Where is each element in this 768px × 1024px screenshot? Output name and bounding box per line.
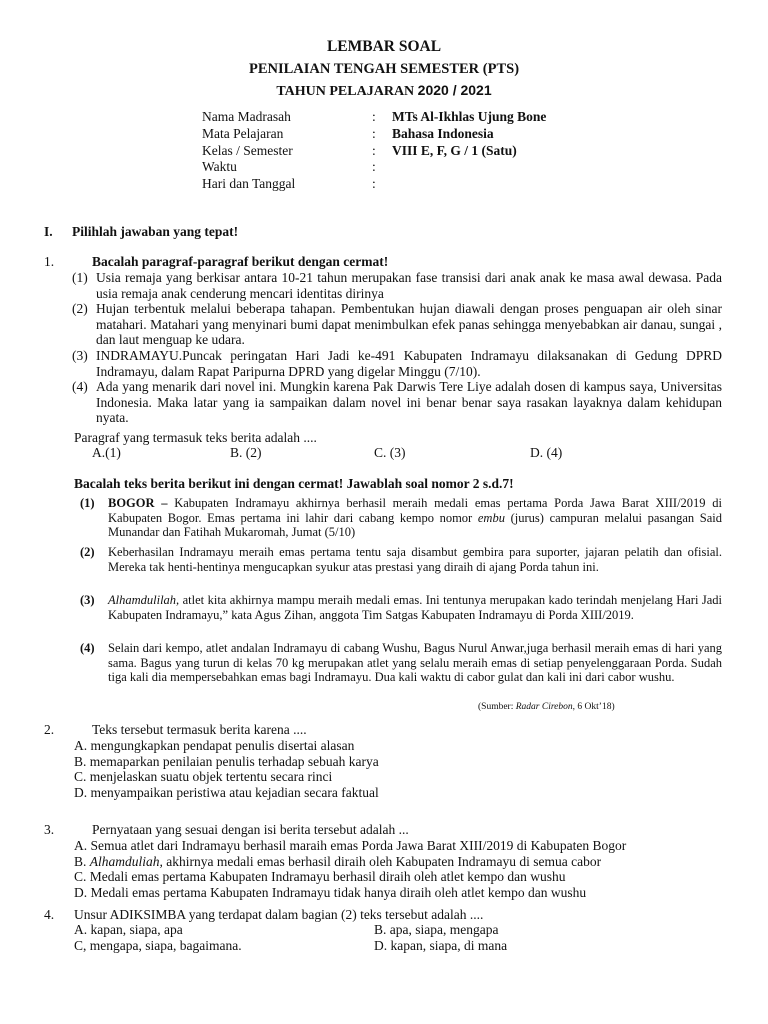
option-d[interactable]: D. (4) [530, 445, 563, 460]
news-source: (Sumber: Radar Cirebon, 6 Okt’18) [478, 702, 615, 712]
academic-year-label: TAHUN PELAJARAN [276, 84, 415, 99]
option-b[interactable]: B. apa, siapa, mengapa [374, 922, 499, 937]
identity-row: Nama Madrasah : MTs Al-Ikhlas Ujung Bone [202, 109, 547, 124]
q3-question: Pernyataan yang sesuai dengan isi berita tersebut adalah ... [92, 822, 409, 837]
q1-paragraph: (3) INDRAMAYU.Puncak peringatan Hari Jadi ke-491 Kabupaten Indramayu dilaksanakan di Gedung DPRD Indramayu, dalam Rapat Paripurna DPRD yang digelar Minggu (7/10). [72, 348, 722, 379]
q2-question: Teks tersebut termasuk berita karena .... [92, 722, 307, 737]
academic-year-value: 2020 / 2021 [417, 82, 492, 98]
identity-row: Mata Pelajaran : Bahasa Indonesia [202, 125, 494, 141]
identity-row: Waktu : [202, 159, 376, 175]
q4-question: Unsur ADIKSIMBA yang terdapat dalam bagian (2) teks tersebut adalah .... [74, 907, 484, 922]
option-b[interactable]: B. (2) [230, 445, 262, 460]
option-b[interactable]: B. memaparkan penilaian penulis terhadap sebuah karya [74, 753, 379, 769]
news-paragraph: (1) BOGOR – Kabupaten Indramayu akhirnya berhasil meraih medali emas pertama Porda Jawa Barat XIII/2019 di Kabupaten Bogor. Emas pertama ini lahir dari cabang kempo nomor embu (jurus) campuran melalui pasangan Said Munandar dan Fatihah Mukaromah, Jumat (5/10) [80, 496, 722, 540]
option-c[interactable]: C. Medali emas pertama Kabupaten Indramayu berhasil diraih oleh atlet kempo dan wushu [74, 869, 566, 885]
question-number: 2. [44, 722, 55, 737]
document-title: LEMBAR SOAL [326, 38, 442, 55]
option-a[interactable]: A. kapan, siapa, apa [74, 922, 183, 937]
news-paragraph: (2) Keberhasilan Indramayu meraih emas pertama tentu saja disambut gembira para suporter, jajaran pelatih dan ofisial. Mereka tak henti-hentinya mengucapkan syukur atas prestasi yang diraih di ajang Porda tahun ini. [80, 545, 722, 574]
news-paragraph: (4) Selain dari kempo, atlet andalan Indramayu di cabang Wushu, Bagus Nurul Anwar,juga berhasil meraih emas di hari yang sama. Bagus yang turun di kelas 70 kg merupakan atlet yang selalu meraih emas di setiap penyelenggaraan Porda. Sudah tiga kali dia mempersebahkan emas bagi Indramayu. Dua kali waktu di cabor gulat dan kali ini dari cabor wushu. [80, 641, 722, 685]
news-instruction: Bacalah teks berita berikut ini dengan cermat! Jawablah soal nomor 2 s.d.7! [74, 476, 514, 491]
option-b[interactable]: B. Alhamduliah, akhirnya medali emas berhasil diraih oleh Kabupaten Indramayu di semua cabor [74, 853, 602, 869]
question-number: 3. [44, 822, 55, 837]
news-paragraph: (3) Alhamdulilah, atlet kita akhirnya mampu meraih medali emas. Ini tentunya merupakan kado terindah menjelang Hari Jadi Kabupaten Indramayu,” kata Agus Zihan, anggota Tim Satgas Kabupaten Indramayu di Porda XIII/2019. [80, 593, 722, 622]
question-number: 1. [44, 254, 55, 269]
q1-instruction: Bacalah paragraf-paragraf berikut dengan cermat! [92, 254, 389, 269]
academic-year [0, 82, 768, 100]
document-subtitle: PENILAIAN TENGAH SEMESTER (PTS) [248, 61, 520, 77]
option-c[interactable]: C. (3) [374, 445, 406, 460]
q4-options [74, 922, 724, 956]
option-c[interactable]: C. menjelaskan suatu objek tertentu secara rinci [74, 769, 333, 785]
option-a[interactable]: A. Semua atlet dari Indramayu berhasil maraih emas Porda Jawa Barat XIII/2019 di Kabupaten Bogor [74, 838, 627, 853]
option-c[interactable]: C, mengapa, siapa, bagaimana. [74, 938, 242, 953]
option-d[interactable]: D. Medali emas pertama Kabupaten Indramayu tidak hanya diraih oleh atlet kempo dan wushu [74, 884, 587, 900]
section-heading: I. Pilihlah jawaban yang tepat! [44, 224, 239, 239]
option-d[interactable]: D. menyampaikan peristiwa atau kejadian secara faktual [74, 784, 379, 800]
q3-options [74, 838, 626, 900]
q1-paragraph: (4) Ada yang menarik dari novel ini. Mungkin karena Pak Darwis Tere Liye adalah dosen di kampus saya, Universitas Indonesia. Maka latar yang ia sampaikan dalam novel ini benar benar saya rasakan layaknya dalam kehidupan nyata. [72, 379, 722, 426]
option-a[interactable]: A.(1) [92, 445, 121, 460]
q2-options [74, 738, 379, 800]
identity-row: Kelas / Semester : VIII E, F, G / 1 (Satu) [202, 142, 517, 158]
option-d[interactable]: D. kapan, siapa, di mana [374, 938, 508, 953]
option-a[interactable]: A. mengungkapkan pendapat penulis disertai alasan [74, 738, 355, 753]
q1-paragraph: (1) Usia remaja yang berkisar antara 10-21 tahun merupakan fase transisi dari anak anak ke masa awal dewasa. Pada usia remaja anak cenderung mencari identitas dirinya [72, 270, 722, 301]
q1-question: Paragraf yang termasuk teks berita adalah .... [74, 430, 317, 445]
question-number: 4. [44, 907, 55, 922]
q1-paragraph: (2) Hujan terbentuk melalui beberapa tahapan. Pembentukan hujan diawali dengan proses penguapan air oleh sinar matahari. Matahari yang menyinari bumi dapat menimbulkan efek panas sehingga menyebabkan air danau, sungai , dan laut menguap ke udara. [72, 301, 722, 348]
identity-row: Hari dan Tanggal : [202, 176, 376, 192]
identity-table [202, 109, 602, 193]
